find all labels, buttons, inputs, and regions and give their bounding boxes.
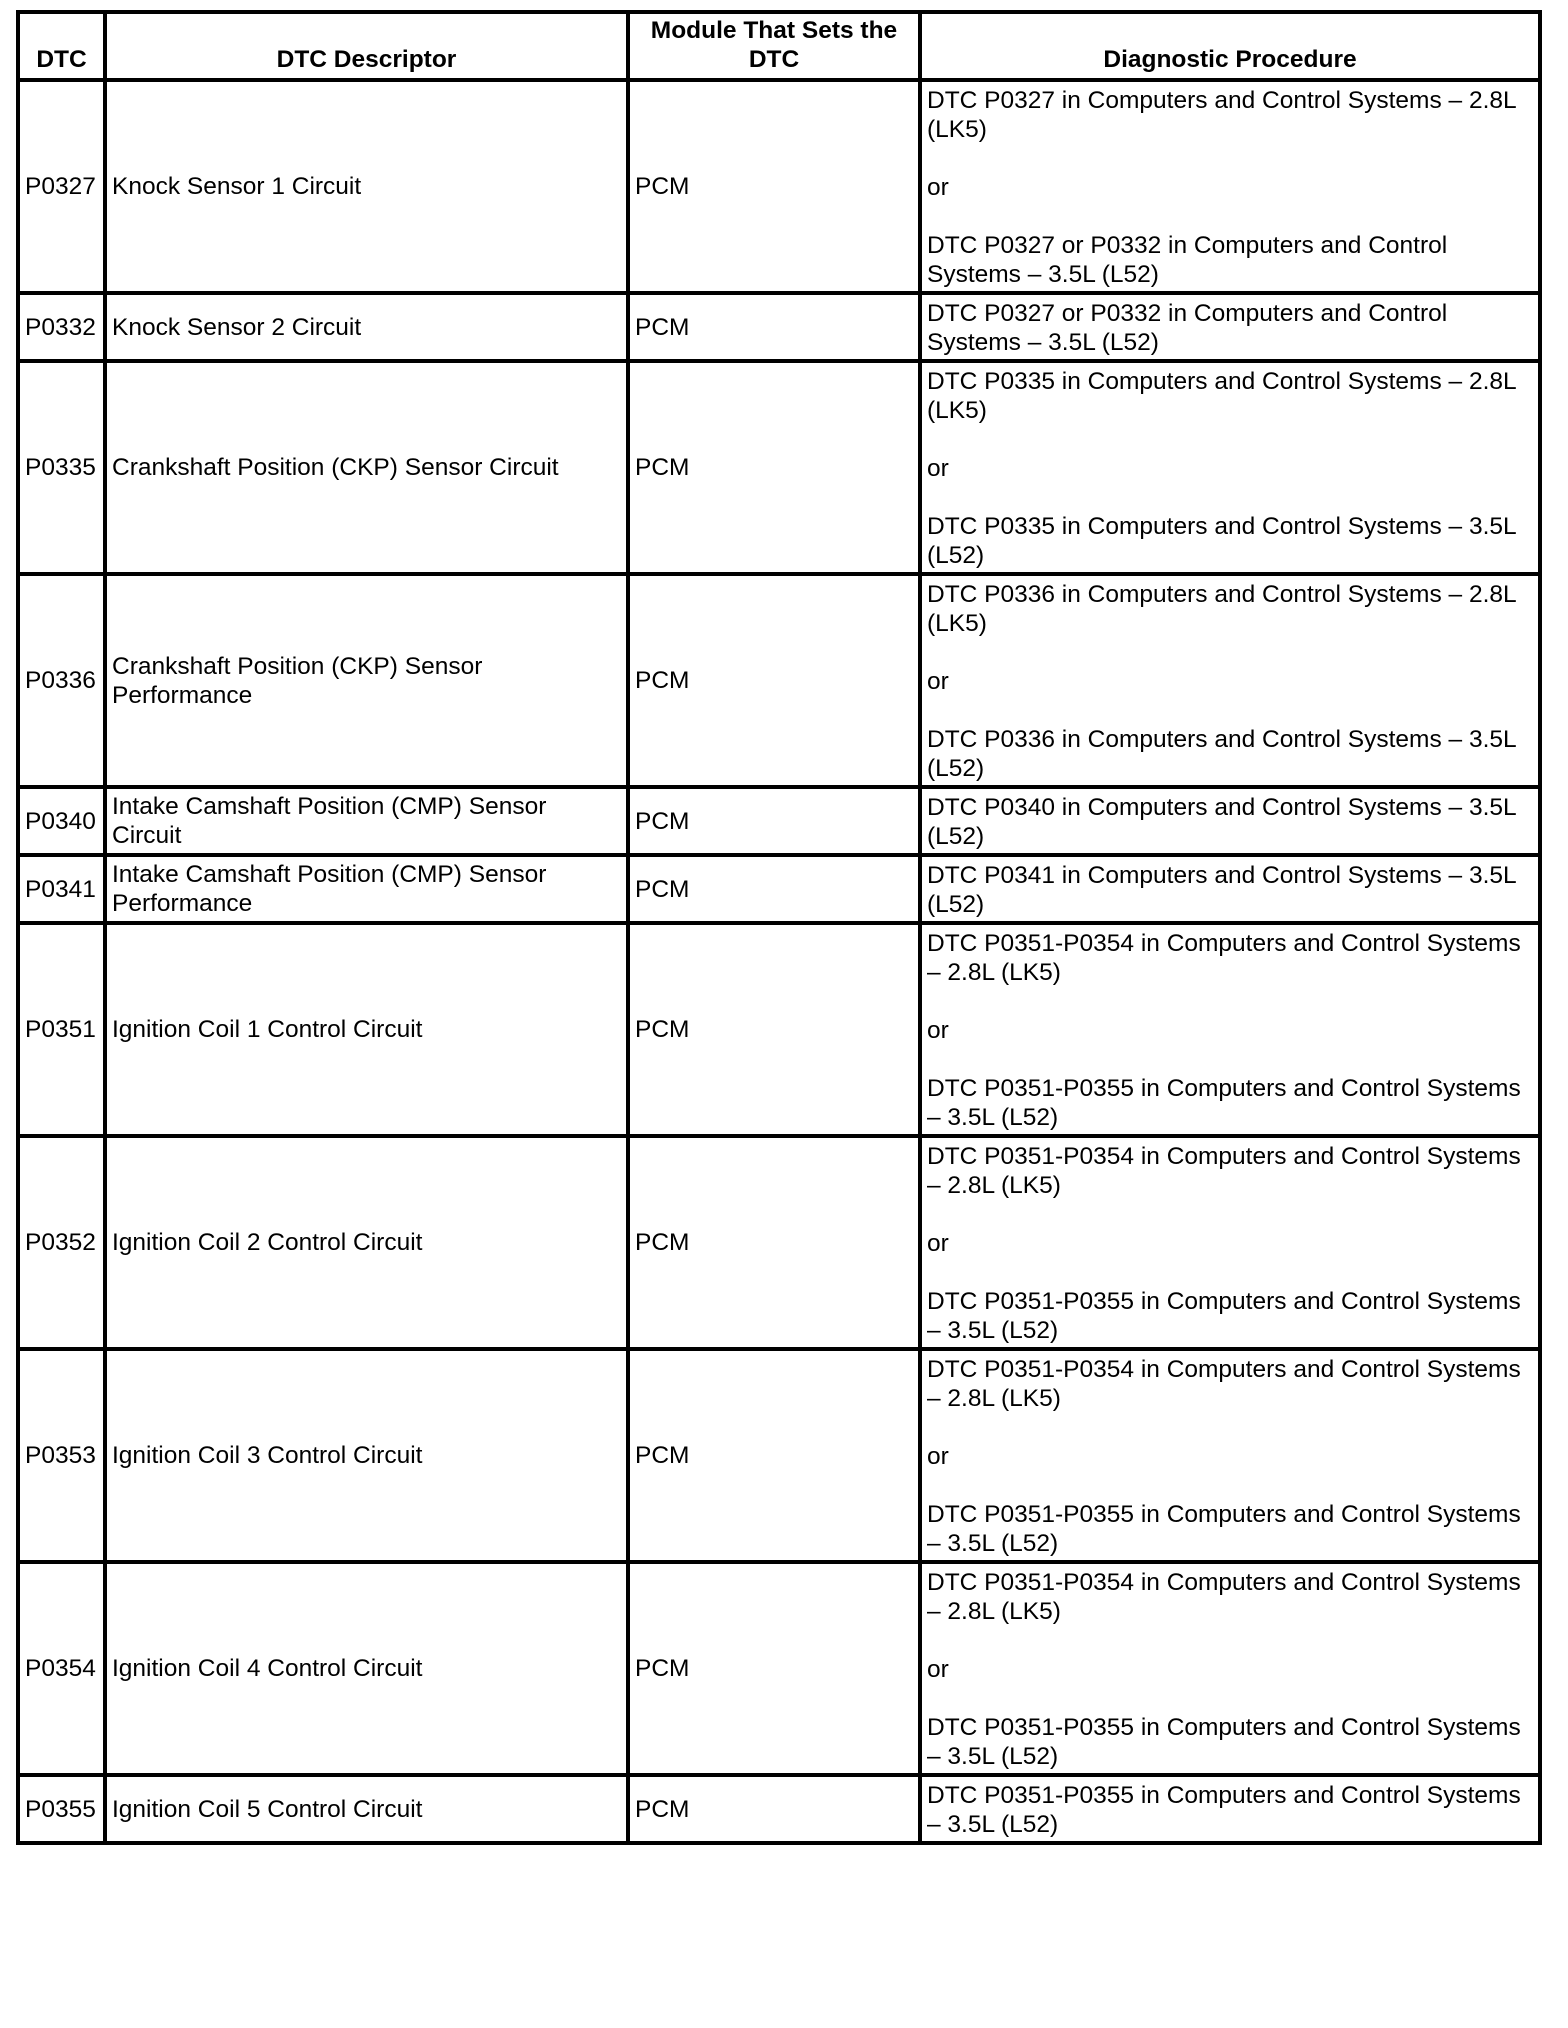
procedure-spacer	[927, 202, 1533, 231]
procedure-spacer	[927, 1258, 1533, 1287]
module-name: PCM	[628, 787, 920, 855]
diagnostic-procedure	[920, 923, 1540, 1136]
module-name: PCM	[628, 361, 920, 574]
diagnostic-procedure	[920, 293, 1540, 361]
dtc-descriptor: Knock Sensor 2 Circuit	[105, 293, 628, 361]
procedure-line: DTC P0351-P0354 in Computers and Control Systems – 2.8L (LK5)	[927, 1143, 1521, 1199]
header-row	[18, 12, 1540, 80]
table-row	[18, 293, 1540, 361]
dtc-descriptor: Knock Sensor 1 Circuit	[105, 80, 628, 293]
procedure-or: or	[927, 668, 949, 695]
procedure-spacer	[927, 483, 1533, 512]
header-module: Module That Sets the DTC	[628, 12, 920, 80]
dtc-code: P0335	[18, 361, 105, 574]
procedure-line: DTC P0327 or P0332 in Computers and Control Systems – 3.5L (L52)	[927, 300, 1448, 356]
procedure-line: DTC P0351-P0355 in Computers and Control Systems – 3.5L (L52)	[927, 1782, 1521, 1838]
dtc-descriptor: Intake Camshaft Position (CMP) Sensor Circuit	[105, 787, 628, 855]
procedure-line: DTC P0336 in Computers and Control Systems – 2.8L (LK5)	[927, 581, 1516, 637]
dtc-descriptor: Ignition Coil 4 Control Circuit	[105, 1562, 628, 1775]
dtc-descriptor: Crankshaft Position (CKP) Sensor Performance	[105, 574, 628, 787]
procedure-spacer	[927, 144, 1533, 173]
diagnostic-procedure	[920, 787, 1540, 855]
diagnostic-procedure	[920, 574, 1540, 787]
dtc-descriptor: Crankshaft Position (CKP) Sensor Circuit	[105, 361, 628, 574]
procedure-spacer	[927, 1413, 1533, 1442]
diagnostic-procedure	[920, 80, 1540, 293]
header-procedure: Diagnostic Procedure	[920, 12, 1540, 80]
diagnostic-procedure	[920, 1775, 1540, 1843]
module-name: PCM	[628, 923, 920, 1136]
dtc-code: P0353	[18, 1349, 105, 1562]
module-name: PCM	[628, 80, 920, 293]
dtc-code: P0332	[18, 293, 105, 361]
procedure-line: DTC P0351-P0355 in Computers and Control Systems – 3.5L (L52)	[927, 1075, 1521, 1131]
module-name: PCM	[628, 855, 920, 923]
diagnostic-procedure	[920, 1349, 1540, 1562]
procedure-or: or	[927, 1443, 949, 1470]
procedure-or: or	[927, 1656, 949, 1683]
procedure-spacer	[927, 638, 1533, 667]
procedure-spacer	[927, 1200, 1533, 1229]
procedure-line: DTC P0351-P0354 in Computers and Control Systems – 2.8L (LK5)	[927, 930, 1521, 986]
header-descriptor: DTC Descriptor	[105, 12, 628, 80]
diagnostic-procedure	[920, 361, 1540, 574]
dtc-descriptor: Ignition Coil 5 Control Circuit	[105, 1775, 628, 1843]
procedure-spacer	[927, 1684, 1533, 1713]
dtc-code: P0340	[18, 787, 105, 855]
dtc-descriptor: Intake Camshaft Position (CMP) Sensor Performance	[105, 855, 628, 923]
procedure-spacer	[927, 1626, 1533, 1655]
module-name: PCM	[628, 1136, 920, 1349]
procedure-line: DTC P0340 in Computers and Control Systems – 3.5L (L52)	[927, 794, 1516, 850]
procedure-line: DTC P0351-P0354 in Computers and Control Systems – 2.8L (LK5)	[927, 1569, 1521, 1625]
procedure-line: DTC P0351-P0355 in Computers and Control Systems – 3.5L (L52)	[927, 1288, 1521, 1344]
procedure-line: DTC P0327 or P0332 in Computers and Control Systems – 3.5L (L52)	[927, 232, 1448, 288]
table-row	[18, 80, 1540, 293]
table-row	[18, 1136, 1540, 1349]
diagnostic-procedure	[920, 1562, 1540, 1775]
module-name: PCM	[628, 1775, 920, 1843]
procedure-or: or	[927, 1017, 949, 1044]
dtc-code: P0354	[18, 1562, 105, 1775]
procedure-line: DTC P0351-P0355 in Computers and Control Systems – 3.5L (L52)	[927, 1501, 1521, 1557]
table-row	[18, 1562, 1540, 1775]
table-row	[18, 361, 1540, 574]
procedure-line: DTC P0351-P0355 in Computers and Control Systems – 3.5L (L52)	[927, 1714, 1521, 1770]
procedure-or: or	[927, 455, 949, 482]
table-row	[18, 574, 1540, 787]
table-row	[18, 1775, 1540, 1843]
procedure-line: DTC P0341 in Computers and Control Systems – 3.5L (L52)	[927, 862, 1516, 918]
module-name: PCM	[628, 1349, 920, 1562]
diagnostic-procedure	[920, 1136, 1540, 1349]
procedure-spacer	[927, 1471, 1533, 1500]
procedure-line: DTC P0335 in Computers and Control Systems – 2.8L (LK5)	[927, 368, 1516, 424]
table-body	[18, 80, 1540, 1843]
dtc-code: P0351	[18, 923, 105, 1136]
dtc-table	[16, 10, 1542, 1845]
procedure-line: DTC P0351-P0354 in Computers and Control Systems – 2.8L (LK5)	[927, 1356, 1521, 1412]
header-dtc: DTC	[18, 12, 105, 80]
dtc-descriptor: Ignition Coil 1 Control Circuit	[105, 923, 628, 1136]
procedure-spacer	[927, 696, 1533, 725]
dtc-code: P0336	[18, 574, 105, 787]
procedure-line: DTC P0335 in Computers and Control Systems – 3.5L (L52)	[927, 513, 1516, 569]
dtc-code: P0341	[18, 855, 105, 923]
procedure-line: DTC P0336 in Computers and Control Systems – 3.5L (L52)	[927, 726, 1516, 782]
dtc-code: P0355	[18, 1775, 105, 1843]
module-name: PCM	[628, 574, 920, 787]
procedure-line: DTC P0327 in Computers and Control Systems – 2.8L (LK5)	[927, 87, 1516, 143]
procedure-spacer	[927, 987, 1533, 1016]
table-row	[18, 855, 1540, 923]
dtc-code: P0327	[18, 80, 105, 293]
table-row	[18, 923, 1540, 1136]
dtc-descriptor: Ignition Coil 3 Control Circuit	[105, 1349, 628, 1562]
table-row	[18, 787, 1540, 855]
procedure-or: or	[927, 1230, 949, 1257]
procedure-spacer	[927, 1045, 1533, 1074]
module-name: PCM	[628, 1562, 920, 1775]
procedure-or: or	[927, 174, 949, 201]
procedure-spacer	[927, 425, 1533, 454]
table-row	[18, 1349, 1540, 1562]
diagnostic-procedure	[920, 855, 1540, 923]
module-name: PCM	[628, 293, 920, 361]
dtc-code: P0352	[18, 1136, 105, 1349]
dtc-descriptor: Ignition Coil 2 Control Circuit	[105, 1136, 628, 1349]
